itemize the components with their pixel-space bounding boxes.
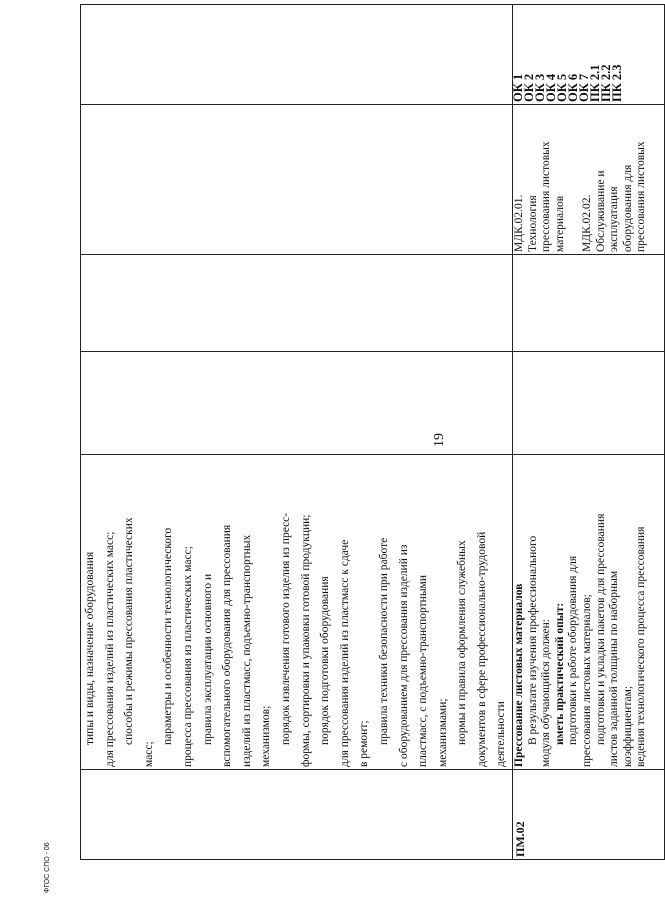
description-line: В результате изучения профессионального — [526, 535, 539, 745]
competency-code: ПК 2.1 — [588, 64, 603, 102]
competency-code: ОК 2 — [522, 73, 537, 102]
description-line: подготовки и укладки пакетов для прессования — [594, 513, 607, 745]
description-line: масс; — [142, 741, 155, 767]
mdk-cell — [81, 105, 513, 255]
description-line: порядок извлечения готового изделия из пресс- — [279, 512, 292, 745]
competency-code: ОК 4 — [544, 73, 559, 102]
description-line: параметры и особенности технологического — [162, 527, 175, 745]
description-line: вспомогательного оборудования для прессования — [221, 524, 234, 767]
description-line: правила эксплуатации основного и — [201, 573, 214, 745]
description-line: прессования листовых материалов; — [581, 594, 594, 767]
description-line: нормы и правила оформления служебных — [456, 540, 469, 745]
curriculum-table — [80, 4, 665, 860]
description-line: для прессования изделий из пластмасс к сдаче — [338, 539, 351, 767]
mdk-cell — [513, 105, 665, 255]
description-line: листов заданной толщины по наборным — [608, 570, 621, 767]
competency-code: ОК 1 — [511, 73, 526, 102]
description-line: способы и режимы прессования пластических — [123, 517, 136, 745]
module-code-cell — [513, 770, 665, 860]
module-description-cell — [513, 455, 665, 770]
module-description-cell — [81, 455, 513, 770]
module-code: ПМ.02 — [513, 821, 528, 857]
competency-code: ПК 2.3 — [610, 64, 625, 102]
mdk-line: прессования листовых — [635, 141, 648, 252]
table-row-pm02 — [513, 5, 665, 860]
mdk-line: эксплуатация — [608, 186, 621, 252]
description-line: ведения технологического процесса прессования — [635, 526, 648, 767]
description-line: модуля обучающийся должен: — [540, 619, 553, 767]
competencies-cell — [513, 5, 665, 105]
description-line: типы и виды, назначение оборудования — [84, 551, 96, 745]
mdk-line: МДК.02.02. — [581, 194, 594, 252]
description-line: процесса прессования из пластических масс; — [181, 546, 194, 767]
description-line: в ремонт; — [358, 720, 371, 767]
description-line: для прессования изделий из пластических масс; — [103, 531, 116, 767]
mdk-line: оборудования для — [621, 164, 634, 252]
page-number: 19 — [432, 433, 447, 447]
description-line: правила техники безопасности при работе — [377, 537, 390, 745]
description-line: пластмасс, с подъемно-транспортными — [417, 575, 430, 767]
competency-code: ОК 3 — [533, 73, 548, 102]
description-line: деятельности — [495, 701, 508, 767]
competencies-cell — [81, 5, 513, 105]
footer-text: ФГОС СПО - 06 — [44, 842, 51, 893]
table-row-continued — [81, 5, 513, 860]
hours-mandatory-cell — [81, 255, 513, 352]
mdk-line: МДК.02.01. — [513, 194, 526, 252]
description-line: механизмами; — [436, 698, 449, 767]
competency-code: ОК 7 — [577, 73, 592, 102]
hours-mandatory-cell — [513, 255, 665, 352]
mdk-line: Обслуживание и — [594, 170, 607, 252]
description-line: Прессование листовых материалов — [513, 583, 526, 767]
hours-max-cell — [513, 352, 665, 455]
description-line: изделий из пластмасс, подъемно-транспортных — [240, 534, 253, 767]
mdk-line: Технология — [526, 195, 539, 252]
description-line: подготовки к работе оборудования для — [567, 555, 580, 745]
competency-code: ОК 5 — [555, 73, 570, 102]
description-line: с оборудованием для прессования изделий из — [397, 544, 410, 767]
mdk-line: материалов — [553, 195, 566, 252]
competency-code: ПК 2.2 — [599, 64, 614, 102]
description-line: иметь практический опыт: — [553, 602, 566, 745]
description-line: механизмов; — [260, 705, 273, 767]
module-code-cell — [81, 770, 513, 860]
description-line: порядок подготовки оборудования — [319, 576, 332, 745]
description-line: формы, сортировки и упаковки готовой продукции; — [299, 514, 312, 767]
mdk-line: прессования листовых — [540, 141, 553, 252]
description-line: документов в сфере профессионально-трудовой — [475, 531, 488, 767]
description-line: коэффициентам; — [621, 685, 634, 767]
competency-code: ОК 6 — [566, 73, 581, 102]
mdk-line — [567, 107, 581, 252]
